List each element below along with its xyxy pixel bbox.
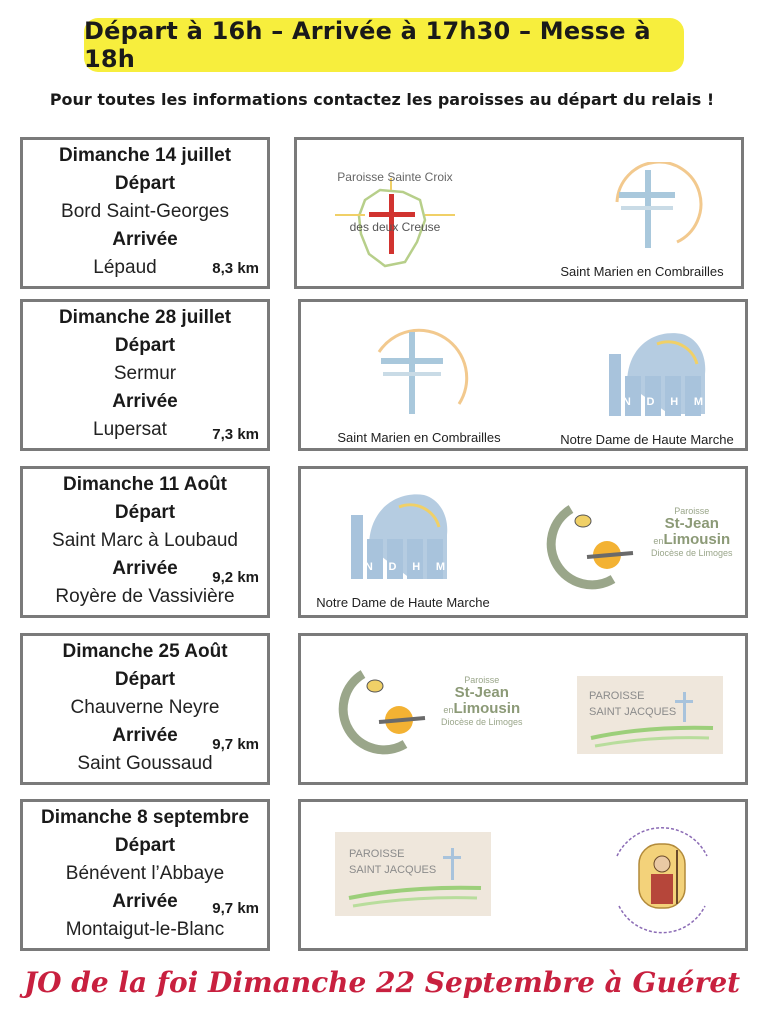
st-jean-limousin: Limousin [663, 531, 731, 549]
stage-row [20, 299, 748, 451]
depart-label: Départ [114, 502, 176, 523]
saint-jacques-line1: PAROISSE [349, 848, 405, 860]
ndhm-letter: D [646, 396, 655, 408]
sainte-croix-top-label: Paroisse Sainte Croix [337, 170, 453, 184]
arrivee-label: Arrivée [112, 229, 178, 250]
depart-place: Chauverne Neyre [70, 697, 220, 718]
arrivee-label: Arrivée [112, 891, 178, 912]
depart-place: Saint Marc à Loubaud [52, 530, 238, 551]
distance: 9,2 km [212, 569, 259, 586]
saint-jacques-line2: SAINT JACQUES [349, 864, 437, 876]
footer-event: JO de la foi Dimanche 22 Septembre à Guéret [23, 966, 741, 999]
distance: 7,3 km [212, 426, 259, 443]
st-jean-name: St-Jean [664, 515, 719, 533]
saint-jacques-cross-icon [577, 676, 723, 754]
arrivee-place: Montaigut-le-Blanc [65, 919, 225, 940]
saint-pardoux-seal-icon [597, 816, 727, 942]
distance: 9,7 km [212, 900, 259, 917]
ndhm-letter: H [670, 396, 679, 408]
st-jean-paroisse: Paroisse [674, 506, 710, 516]
parish-logos-box [298, 299, 748, 451]
saint-marien-logo [319, 322, 519, 447]
parish-logos-box [298, 466, 748, 618]
depart-label: Départ [114, 335, 176, 356]
saint-marien-cross-icon [319, 322, 519, 422]
st-jean-en: en [443, 705, 454, 716]
ndhm-letters [357, 561, 453, 573]
ndhm-letter: H [412, 561, 421, 573]
st-jean-paroisse: Paroisse [464, 675, 500, 685]
distance: 9,7 km [212, 736, 259, 753]
ndhm-logo [309, 485, 499, 615]
saint-jacques-logo [335, 832, 491, 916]
arrivee-place: Lupersat [93, 419, 167, 440]
st-jean-logo [521, 497, 741, 597]
parish-logos-box [298, 799, 748, 951]
stage-row [20, 466, 748, 618]
ndhm-letter: N [364, 561, 373, 573]
sainte-croix-logo [325, 170, 465, 280]
ndhm-letters [615, 396, 711, 408]
stage-date: Dimanche 25 Août [62, 641, 228, 662]
stage-card [20, 299, 270, 451]
ndhm-letter: D [388, 561, 397, 573]
stage-row [20, 137, 748, 289]
parish-logos-box [294, 137, 744, 289]
depart-label: Départ [114, 669, 176, 690]
stage-date: Dimanche 28 juillet [58, 307, 232, 328]
saint-jacques-line1: PAROISSE [589, 690, 645, 702]
saint-marien-label: Saint Marien en Combrailles [337, 430, 501, 445]
st-jean-limousin: Limousin [453, 700, 521, 718]
ndhm-letter: M [435, 561, 446, 573]
ndhm-label: Notre Dame de Haute Marche [560, 432, 734, 447]
arrivee-place: Saint Goussaud [77, 753, 213, 774]
saint-pardoux-seal-logo [597, 816, 727, 942]
st-jean-diocese: Diocèse de Limoges [651, 547, 733, 558]
st-jean-wordmark [441, 676, 523, 727]
st-jean-name: St-Jean [454, 684, 509, 702]
ndhm-letter: M [693, 396, 704, 408]
st-jean-logo [313, 662, 533, 762]
arrivee-label: Arrivée [112, 558, 178, 579]
ndhm-madonna-icon [557, 324, 747, 424]
stage-card [20, 799, 270, 951]
info-text: Pour toutes les informations contactez les paroisses au départ du relais ! [49, 90, 715, 109]
depart-label: Départ [114, 173, 176, 194]
arrivee-label: Arrivée [112, 725, 178, 746]
arrivee-place: Lépaud [93, 257, 157, 278]
depart-place: Sermur [113, 363, 177, 384]
arrivee-place: Royère de Vassivière [55, 586, 235, 607]
depart-place: Bord Saint-Georges [61, 201, 229, 222]
stage-row [20, 633, 748, 785]
saint-marien-cross-icon [547, 162, 737, 257]
ndhm-label: Notre Dame de Haute Marche [316, 595, 490, 610]
stage-card [20, 137, 270, 289]
ndhm-letter: N [622, 396, 631, 408]
st-jean-diocese: Diocèse de Limoges [441, 716, 523, 727]
ndhm-logo [557, 324, 747, 449]
schedule-banner: Départ à 16h – Arrivée à 17h30 – Messe à 18h [84, 18, 684, 72]
parish-logos-box [298, 633, 748, 785]
st-jean-bee-icon [521, 497, 641, 597]
saint-jacques-line2: SAINT JACQUES [589, 706, 677, 718]
depart-label: Départ [114, 835, 176, 856]
stage-date: Dimanche 11 Août [62, 474, 227, 495]
stage-row [20, 799, 748, 951]
st-jean-wordmark [651, 507, 733, 558]
ndhm-madonna-icon [309, 485, 499, 590]
sainte-croix-bottom-label: des deux Creuse [349, 220, 441, 234]
stage-date: Dimanche 8 septembre [40, 807, 250, 828]
arrivee-label: Arrivée [112, 391, 178, 412]
st-jean-bee-icon [313, 662, 433, 762]
depart-place: Bénévent l’Abbaye [65, 863, 225, 884]
stage-card [20, 466, 270, 618]
saint-jacques-logo [577, 676, 723, 754]
distance: 8,3 km [212, 260, 259, 277]
saint-marien-label: Saint Marien en Combrailles [560, 264, 724, 279]
stage-date: Dimanche 14 juillet [58, 145, 232, 166]
saint-jacques-cross-icon [335, 832, 491, 916]
stage-card [20, 633, 270, 785]
saint-marien-logo [547, 162, 737, 282]
st-jean-en: en [653, 536, 664, 547]
